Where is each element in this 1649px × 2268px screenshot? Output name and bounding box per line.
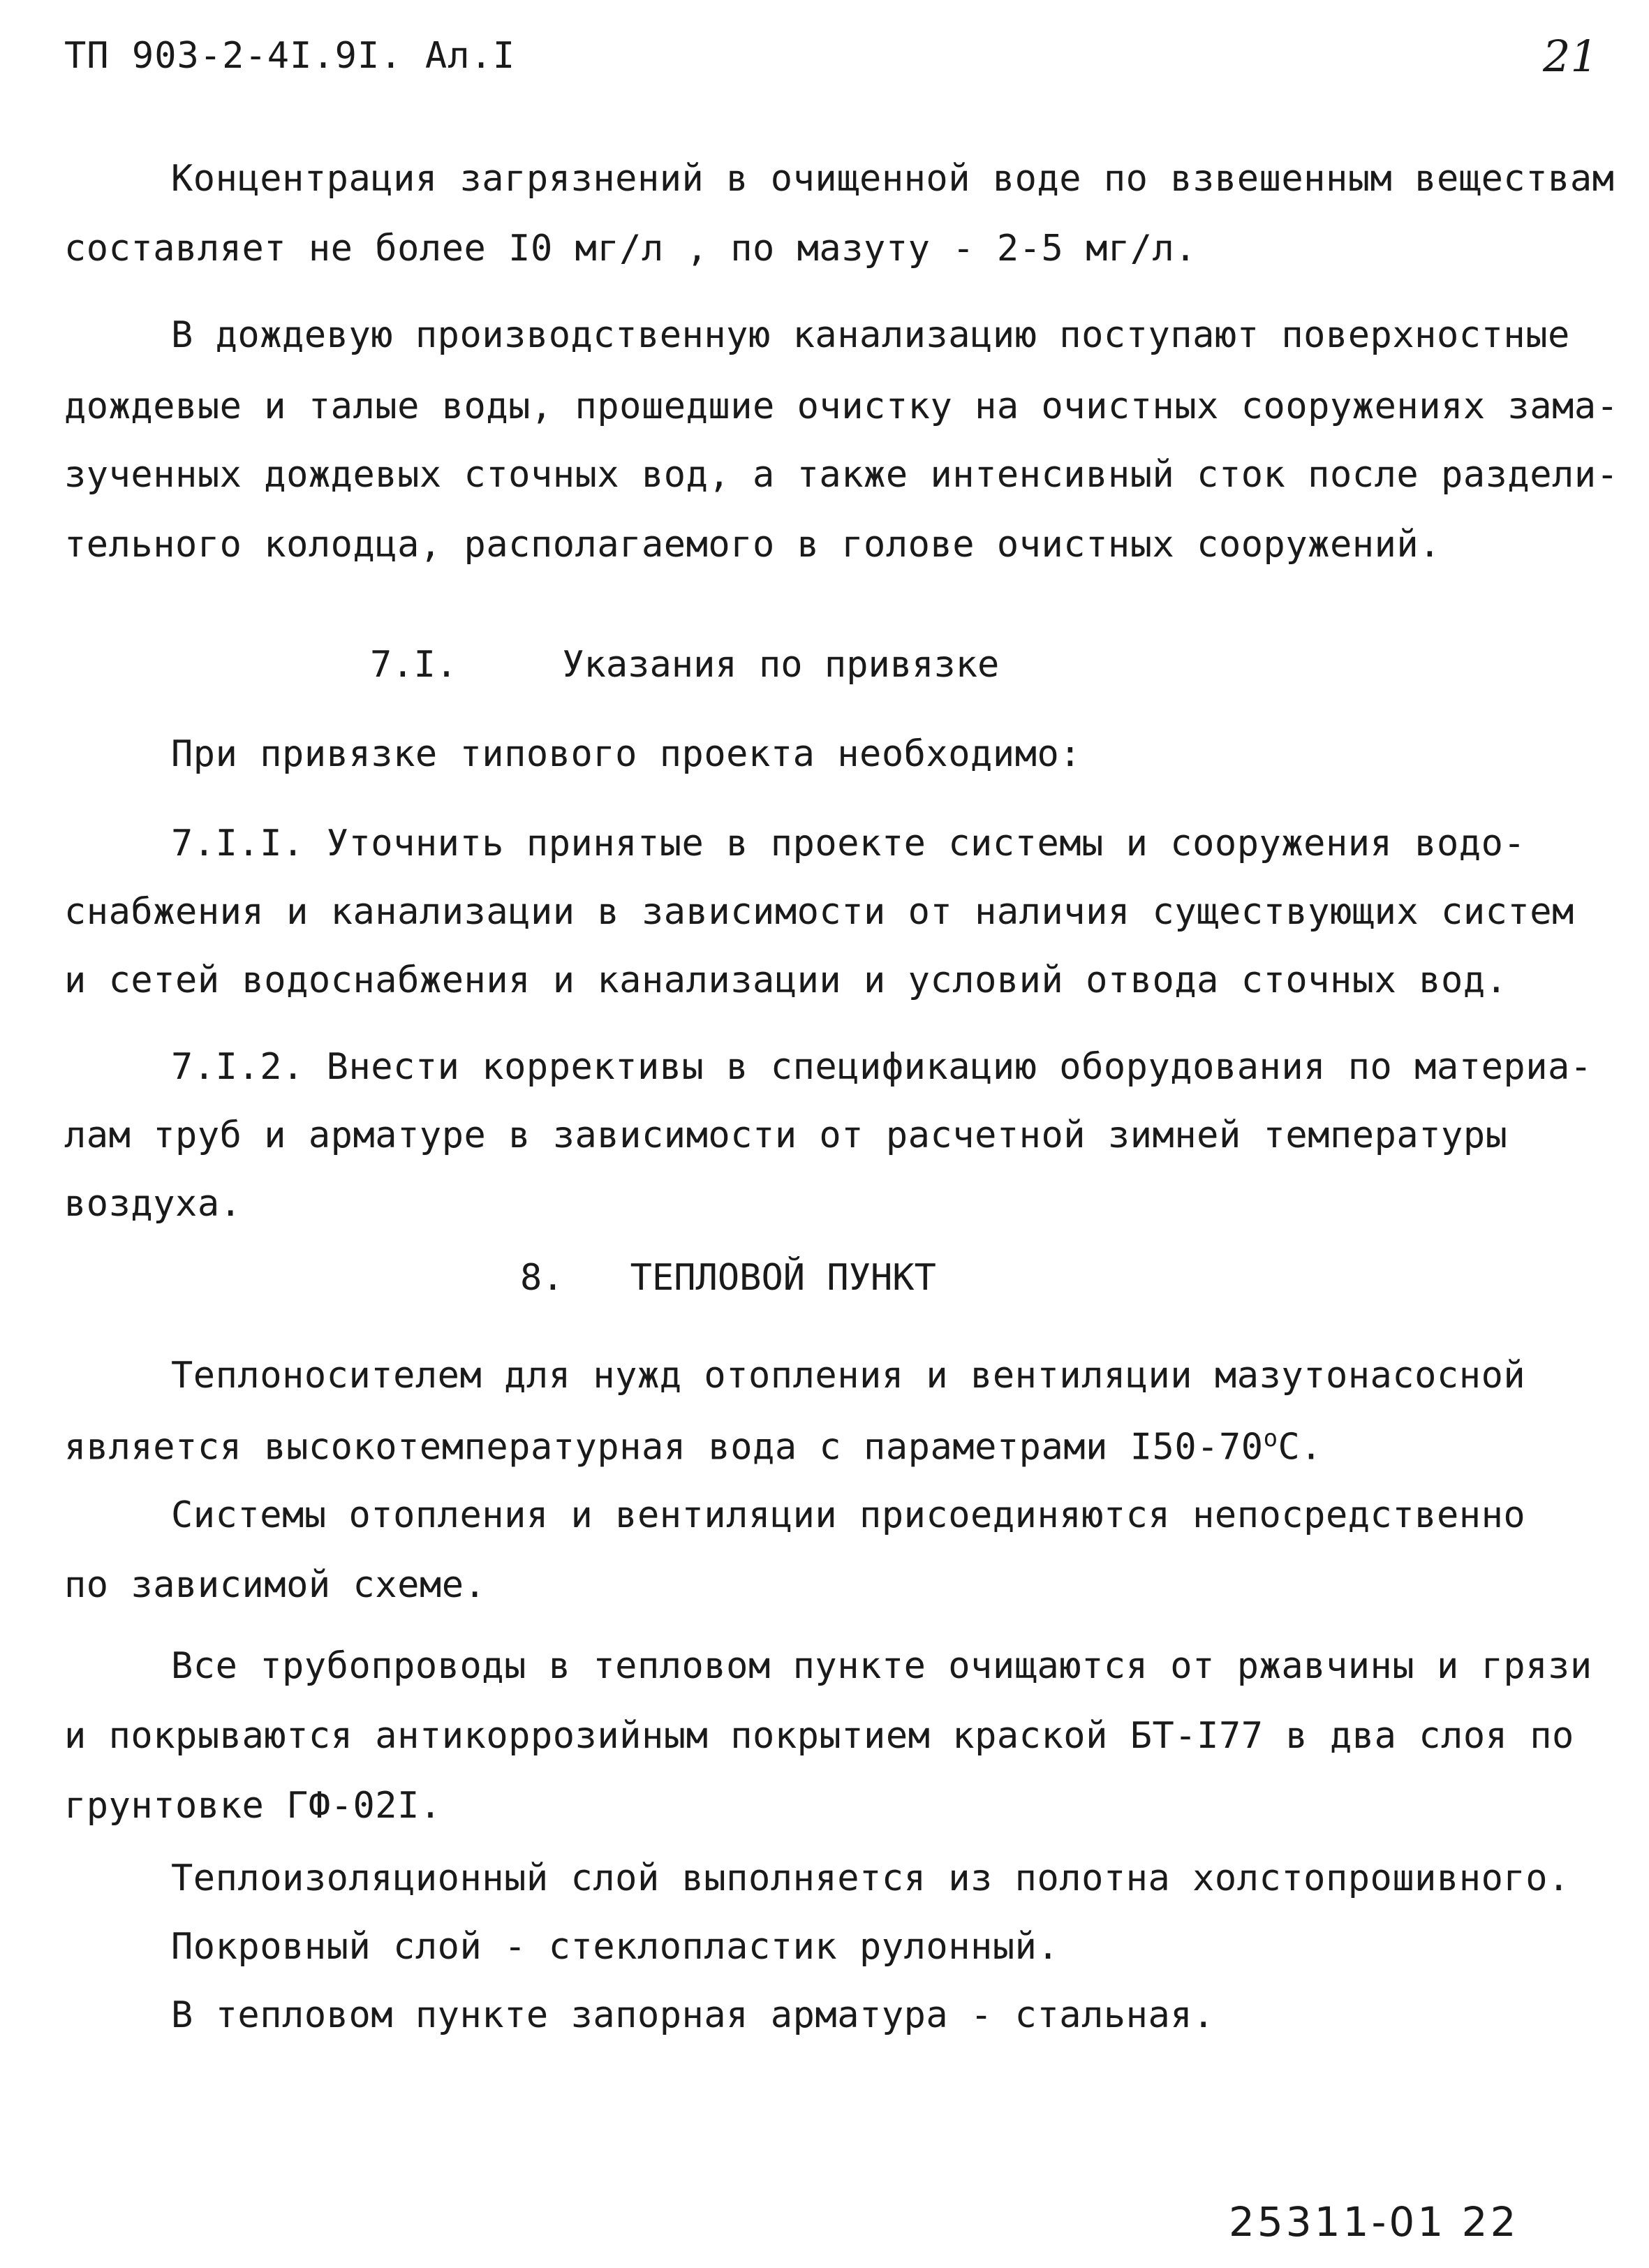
paragraph-line: грунтовке ГФ-02I.	[64, 1785, 442, 1827]
paragraph-line: В дождевую производственную канализацию поступают поверхностные	[171, 314, 1570, 356]
paragraph-line: по зависимой схеме.	[64, 1564, 487, 1606]
paragraph-line: зученных дождевых сточных вод, а также интенсивный сток после раздели-	[64, 454, 1619, 496]
section-number: 7.I.	[370, 644, 458, 686]
paragraph-text: является высокотемпературная вода с параметрами I50-70	[64, 1426, 1264, 1468]
paragraph-line: В тепловом пункте запорная арматура - стальная.	[171, 1994, 1215, 2036]
paragraph-line: воздуха.	[64, 1183, 242, 1225]
paragraph-line: снабжения и канализации в зависимости от наличия существующих систем	[64, 891, 1574, 933]
section-title: Указания по привязке	[562, 644, 1000, 686]
paragraph-line: лам труб и арматуре в зависимости от расчетной зимней температуры	[64, 1114, 1508, 1156]
paragraph-line: тельного колодца, располагаемого в голове очистных сооружений.	[64, 524, 1442, 566]
section-title: ТЕПЛОВОЙ ПУНКТ	[630, 1257, 936, 1299]
paragraph-line: 7.I.2. Внести коррективы в спецификацию оборудования по материа-	[171, 1046, 1592, 1088]
document-code: ТП 903-2-4I.9I. Ал.I	[64, 35, 516, 77]
paragraph-line: и покрываются антикоррозийным покрытием краской БТ-I77 в два слоя по	[64, 1715, 1574, 1757]
paragraph-line: Концентрация загрязнений в очищенной воде по взвешенным веществам	[171, 158, 1615, 200]
paragraph-line: Системы отопления и вентиляции присоединяются непосредственно	[171, 1494, 1526, 1536]
paragraph-line: составляет не более I0 мг/л , по мазуту - 2-5 мг/л.	[64, 228, 1197, 270]
section-heading-8	[520, 1257, 936, 1299]
degree-superscript: о	[1263, 1424, 1278, 1452]
paragraph-line: Все трубопроводы в тепловом пункте очищаются от ржавчины и грязи	[171, 1645, 1592, 1687]
footer-code: 25311-01 22	[1229, 2198, 1519, 2246]
paragraph-line: и сетей водоснабжения и канализации и условий отвода сточных вод.	[64, 959, 1508, 1001]
paragraph-line: Теплоносителем для нужд отопления и вентиляции мазутонасосной	[171, 1355, 1526, 1397]
paragraph-line	[64, 1424, 1322, 1468]
paragraph-line: дождевые и талые воды, прошедшие очистку на очистных сооружениях зама-	[64, 385, 1619, 427]
section-number: 8.	[520, 1257, 564, 1299]
paragraph-line: Теплоизоляционный слой выполняется из полотна холстопрошивного.	[171, 1857, 1570, 1899]
paragraph-text: С.	[1278, 1426, 1323, 1468]
paragraph-line: Покровный слой - стеклопластик рулонный.	[171, 1926, 1060, 1968]
paragraph-line: При привязке типового проекта необходимо:	[171, 733, 1082, 775]
section-heading-7-1	[370, 644, 999, 686]
page-number: 21	[1543, 31, 1598, 82]
paragraph-line: 7.I.I. Уточнить принятые в проекте системы и сооружения водо-	[171, 823, 1526, 864]
